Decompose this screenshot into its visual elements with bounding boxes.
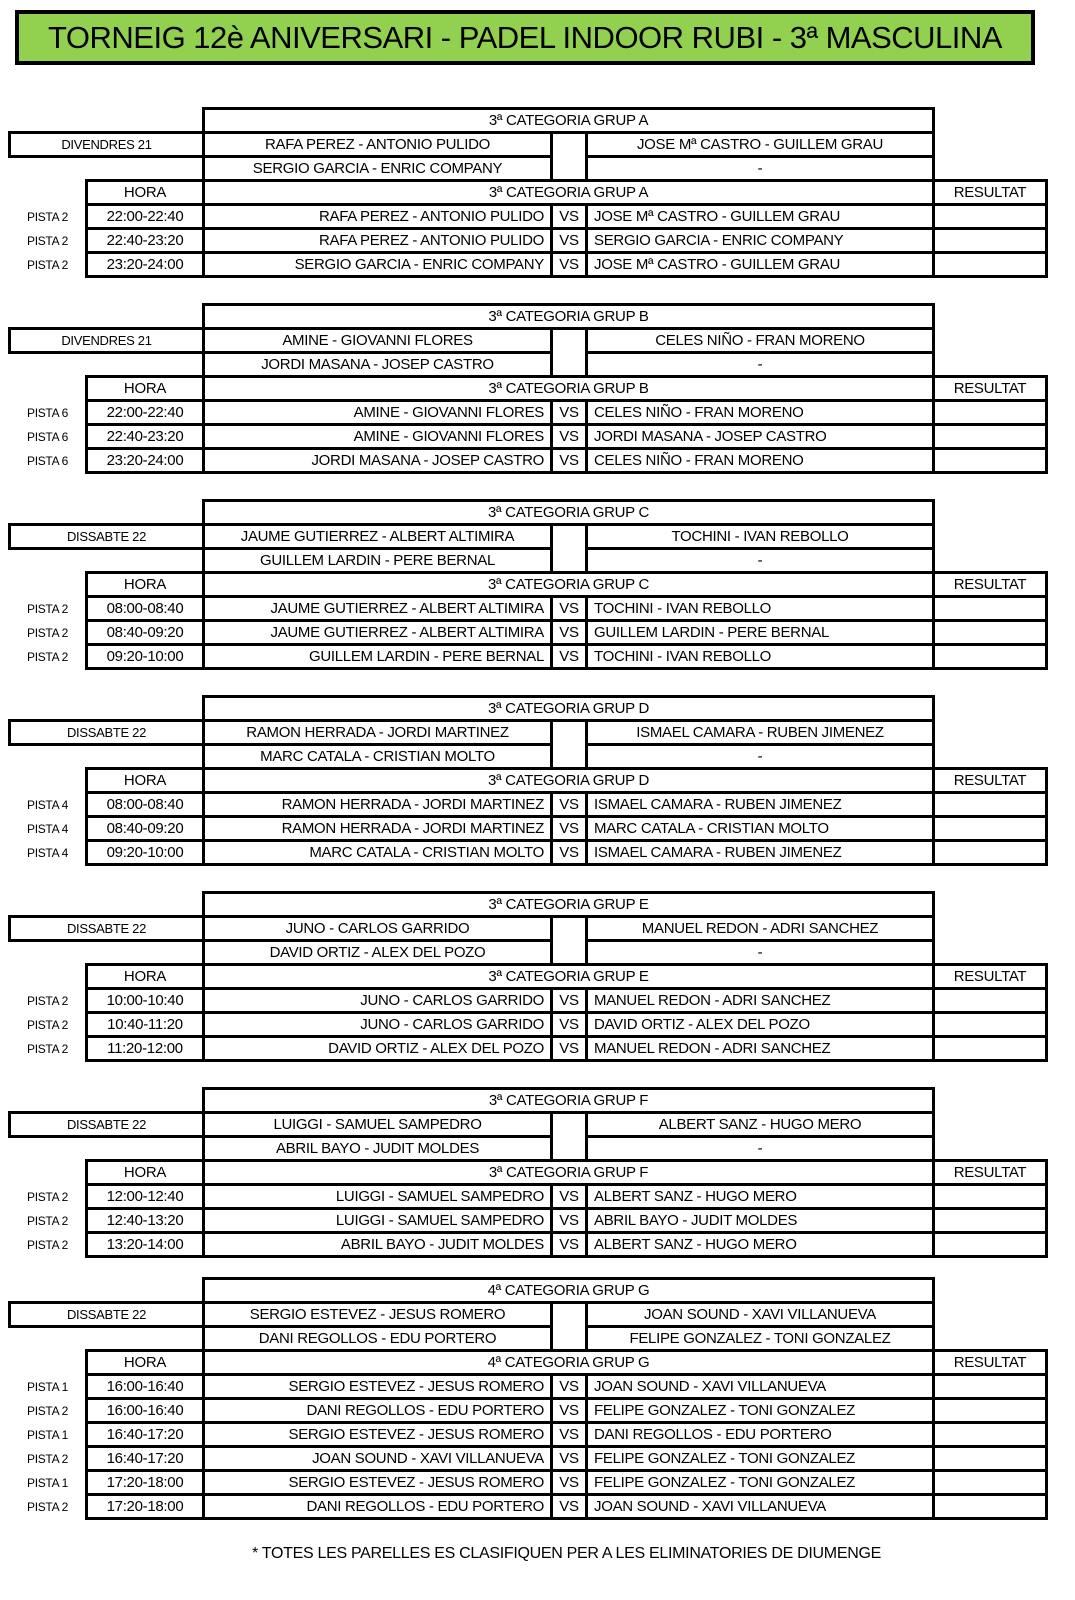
- group-block: [0, 1087, 1075, 1258]
- match-vs: VS: [550, 791, 588, 818]
- match-away: SERGIO GARCIA - ENRIC COMPANY: [585, 227, 935, 254]
- pista-label: PISTA 1: [26, 1475, 69, 1490]
- match-result: [932, 595, 1048, 622]
- match-home: RAFA PEREZ - ANTONIO PULIDO: [202, 203, 553, 230]
- pista-label: PISTA 2: [26, 1451, 69, 1466]
- match-home: ABRIL BAYO - JUDIT MOLDES: [202, 1231, 553, 1258]
- match-result: [932, 1011, 1048, 1038]
- pair-right: CELES NIÑO - FRAN MORENO: [585, 327, 935, 354]
- group-subheader: 3ª CATEGORIA GRUP F: [202, 1159, 935, 1186]
- match-time: 09:20-10:00: [85, 643, 205, 670]
- match-result: [932, 643, 1048, 670]
- pista-label: PISTA 2: [26, 1017, 69, 1032]
- match-away: JOAN SOUND - XAVI VILLANUEVA: [585, 1493, 935, 1520]
- pair-right: -: [585, 743, 935, 770]
- match-away: JOAN SOUND - XAVI VILLANUEVA: [585, 1373, 935, 1400]
- match-result: [932, 447, 1048, 474]
- match-away: FELIPE GONZALEZ - TONI GONZALEZ: [585, 1397, 935, 1424]
- match-time: 23:20-24:00: [85, 447, 205, 474]
- resultat-header: RESULTAT: [932, 1159, 1048, 1186]
- day-label: DIVENDRES 21: [8, 327, 205, 354]
- match-home: MARC CATALA - CRISTIAN MOLTO: [202, 839, 553, 866]
- pista-label: PISTA 1: [26, 1427, 69, 1442]
- match-home: JAUME GUTIERREZ - ALBERT ALTIMIRA: [202, 619, 553, 646]
- match-vs: VS: [550, 1493, 588, 1520]
- group-block: [0, 1277, 1075, 1520]
- pair-left: JAUME GUTIERREZ - ALBERT ALTIMIRA: [202, 523, 553, 550]
- match-time: 22:40-23:20: [85, 423, 205, 450]
- pair-left: SERGIO GARCIA - ENRIC COMPANY: [202, 155, 553, 182]
- pair-left: MARC CATALA - CRISTIAN MOLTO: [202, 743, 553, 770]
- match-away: JORDI MASANA - JOSEP CASTRO: [585, 423, 935, 450]
- pista-label: PISTA 2: [26, 993, 69, 1008]
- pair-right: -: [585, 155, 935, 182]
- match-away: GUILLEM LARDIN - PERE BERNAL: [585, 619, 935, 646]
- pista-label: PISTA 2: [26, 257, 69, 272]
- match-vs: VS: [550, 1207, 588, 1234]
- pista-label: PISTA 2: [26, 209, 69, 224]
- match-away: JOSE Mª CASTRO - GUILLEM GRAU: [585, 251, 935, 278]
- pista-label: PISTA 6: [26, 453, 69, 468]
- resultat-header: RESULTAT: [932, 1349, 1048, 1376]
- vs-separator: [550, 1301, 588, 1352]
- match-result: [932, 619, 1048, 646]
- match-home: RAMON HERRADA - JORDI MARTINEZ: [202, 815, 553, 842]
- pista-label: PISTA 4: [26, 797, 69, 812]
- pair-right: -: [585, 1135, 935, 1162]
- group-title: 3ª CATEGORIA GRUP B: [202, 303, 935, 330]
- pista-label: PISTA 6: [26, 429, 69, 444]
- pista-label: PISTA 2: [26, 649, 69, 664]
- pista-label: PISTA 2: [26, 601, 69, 616]
- group-subheader: 3ª CATEGORIA GRUP B: [202, 375, 935, 402]
- resultat-header: RESULTAT: [932, 571, 1048, 598]
- footer-note: * TOTES LES PARELLES ES CLASIFIQUEN PER A LES ELIMINATORIES DE DIUMENGE: [252, 1545, 881, 1562]
- pair-right: ISMAEL CAMARA - RUBEN JIMENEZ: [585, 719, 935, 746]
- pista-label: PISTA 2: [26, 233, 69, 248]
- match-away: JOSE Mª CASTRO - GUILLEM GRAU: [585, 203, 935, 230]
- group-title: 4ª CATEGORIA GRUP G: [202, 1277, 935, 1304]
- match-home: DAVID ORTIZ - ALEX DEL POZO: [202, 1035, 553, 1062]
- group-block: [0, 499, 1075, 670]
- match-home: AMINE - GIOVANNI FLORES: [202, 399, 553, 426]
- match-vs: VS: [550, 1011, 588, 1038]
- resultat-header: RESULTAT: [932, 767, 1048, 794]
- match-time: 08:40-09:20: [85, 619, 205, 646]
- group-title: 3ª CATEGORIA GRUP E: [202, 891, 935, 918]
- match-home: JORDI MASANA - JOSEP CASTRO: [202, 447, 553, 474]
- pair-left: AMINE - GIOVANNI FLORES: [202, 327, 553, 354]
- match-home: LUIGGI - SAMUEL SAMPEDRO: [202, 1207, 553, 1234]
- match-away: FELIPE GONZALEZ - TONI GONZALEZ: [585, 1445, 935, 1472]
- match-away: ISMAEL CAMARA - RUBEN JIMENEZ: [585, 791, 935, 818]
- resultat-header: RESULTAT: [932, 963, 1048, 990]
- match-result: [932, 987, 1048, 1014]
- match-result: [932, 399, 1048, 426]
- match-vs: VS: [550, 1035, 588, 1062]
- match-away: ABRIL BAYO - JUDIT MOLDES: [585, 1207, 935, 1234]
- match-vs: VS: [550, 1469, 588, 1496]
- pista-label: PISTA 2: [26, 1213, 69, 1228]
- match-time: 08:00-08:40: [85, 791, 205, 818]
- match-time: 13:20-14:00: [85, 1231, 205, 1258]
- match-vs: VS: [550, 987, 588, 1014]
- match-time: 11:20-12:00: [85, 1035, 205, 1062]
- match-time: 23:20-24:00: [85, 251, 205, 278]
- pista-label: PISTA 2: [26, 1189, 69, 1204]
- match-result: [932, 1207, 1048, 1234]
- group-subheader: 3ª CATEGORIA GRUP E: [202, 963, 935, 990]
- resultat-header: RESULTAT: [932, 375, 1048, 402]
- hora-header: HORA: [85, 571, 205, 598]
- day-label: DISSABTE 22: [8, 1111, 205, 1138]
- group-subheader: 3ª CATEGORIA GRUP C: [202, 571, 935, 598]
- pair-left: SERGIO ESTEVEZ - JESUS ROMERO: [202, 1301, 553, 1328]
- match-result: [932, 1373, 1048, 1400]
- match-time: 10:40-11:20: [85, 1011, 205, 1038]
- day-label: DISSABTE 22: [8, 719, 205, 746]
- pair-right: -: [585, 351, 935, 378]
- match-away: MANUEL REDON - ADRI SANCHEZ: [585, 987, 935, 1014]
- match-time: 17:20-18:00: [85, 1493, 205, 1520]
- match-result: [932, 227, 1048, 254]
- hora-header: HORA: [85, 375, 205, 402]
- hora-header: HORA: [85, 963, 205, 990]
- pair-right: -: [585, 939, 935, 966]
- pair-right: JOSE Mª CASTRO - GUILLEM GRAU: [585, 131, 935, 158]
- match-time: 08:00-08:40: [85, 595, 205, 622]
- match-result: [932, 1421, 1048, 1448]
- pair-right: -: [585, 547, 935, 574]
- match-time: 12:40-13:20: [85, 1207, 205, 1234]
- match-time: 12:00-12:40: [85, 1183, 205, 1210]
- match-home: LUIGGI - SAMUEL SAMPEDRO: [202, 1183, 553, 1210]
- pista-label: PISTA 2: [26, 1499, 69, 1514]
- match-result: [932, 1183, 1048, 1210]
- match-time: 17:20-18:00: [85, 1469, 205, 1496]
- match-result: [932, 791, 1048, 818]
- match-vs: VS: [550, 1397, 588, 1424]
- match-away: ALBERT SANZ - HUGO MERO: [585, 1183, 935, 1210]
- match-vs: VS: [550, 839, 588, 866]
- match-away: ISMAEL CAMARA - RUBEN JIMENEZ: [585, 839, 935, 866]
- match-result: [932, 203, 1048, 230]
- match-vs: VS: [550, 1183, 588, 1210]
- pista-label: PISTA 1: [26, 1379, 69, 1394]
- match-home: DANI REGOLLOS - EDU PORTERO: [202, 1397, 553, 1424]
- vs-separator: [550, 327, 588, 378]
- pair-left: DANI REGOLLOS - EDU PORTERO: [202, 1325, 553, 1352]
- match-vs: VS: [550, 1231, 588, 1258]
- vs-separator: [550, 1111, 588, 1162]
- match-time: 16:40-17:20: [85, 1445, 205, 1472]
- match-time: 10:00-10:40: [85, 987, 205, 1014]
- match-time: 22:40-23:20: [85, 227, 205, 254]
- match-vs: VS: [550, 423, 588, 450]
- match-vs: VS: [550, 251, 588, 278]
- match-vs: VS: [550, 447, 588, 474]
- match-vs: VS: [550, 227, 588, 254]
- resultat-header: RESULTAT: [932, 179, 1048, 206]
- pair-right: JOAN SOUND - XAVI VILLANUEVA: [585, 1301, 935, 1328]
- hora-header: HORA: [85, 1349, 205, 1376]
- group-block: [0, 303, 1075, 474]
- group-subheader: 3ª CATEGORIA GRUP A: [202, 179, 935, 206]
- match-away: DAVID ORTIZ - ALEX DEL POZO: [585, 1011, 935, 1038]
- tournament-title: TORNEIG 12è ANIVERSARI - PADEL INDOOR RUBI - 3ª MASCULINA: [15, 10, 1035, 65]
- match-away: CELES NIÑO - FRAN MORENO: [585, 399, 935, 426]
- match-time: 22:00-22:40: [85, 203, 205, 230]
- match-home: GUILLEM LARDIN - PERE BERNAL: [202, 643, 553, 670]
- match-result: [932, 1445, 1048, 1472]
- hora-header: HORA: [85, 767, 205, 794]
- match-vs: VS: [550, 399, 588, 426]
- match-home: SERGIO ESTEVEZ - JESUS ROMERO: [202, 1421, 553, 1448]
- match-vs: VS: [550, 643, 588, 670]
- match-away: MANUEL REDON - ADRI SANCHEZ: [585, 1035, 935, 1062]
- pair-left: RAFA PEREZ - ANTONIO PULIDO: [202, 131, 553, 158]
- group-title: 3ª CATEGORIA GRUP A: [202, 107, 935, 134]
- match-vs: VS: [550, 595, 588, 622]
- pista-label: PISTA 2: [26, 1403, 69, 1418]
- hora-header: HORA: [85, 179, 205, 206]
- pair-right: MANUEL REDON - ADRI SANCHEZ: [585, 915, 935, 942]
- match-home: DANI REGOLLOS - EDU PORTERO: [202, 1493, 553, 1520]
- match-result: [932, 815, 1048, 842]
- group-title: 3ª CATEGORIA GRUP C: [202, 499, 935, 526]
- vs-separator: [550, 131, 588, 182]
- pair-left: JORDI MASANA - JOSEP CASTRO: [202, 351, 553, 378]
- match-time: 22:00-22:40: [85, 399, 205, 426]
- group-block: [0, 695, 1075, 866]
- match-away: DANI REGOLLOS - EDU PORTERO: [585, 1421, 935, 1448]
- match-vs: VS: [550, 1373, 588, 1400]
- match-vs: VS: [550, 203, 588, 230]
- match-away: FELIPE GONZALEZ - TONI GONZALEZ: [585, 1469, 935, 1496]
- match-home: SERGIO GARCIA - ENRIC COMPANY: [202, 251, 553, 278]
- match-away: TOCHINI - IVAN REBOLLO: [585, 595, 935, 622]
- group-title: 3ª CATEGORIA GRUP D: [202, 695, 935, 722]
- group-title: 3ª CATEGORIA GRUP F: [202, 1087, 935, 1114]
- pista-label: PISTA 4: [26, 821, 69, 836]
- match-home: JUNO - CARLOS GARRIDO: [202, 987, 553, 1014]
- day-label: DIVENDRES 21: [8, 131, 205, 158]
- match-home: JOAN SOUND - XAVI VILLANUEVA: [202, 1445, 553, 1472]
- pair-left: JUNO - CARLOS GARRIDO: [202, 915, 553, 942]
- match-home: AMINE - GIOVANNI FLORES: [202, 423, 553, 450]
- match-result: [932, 839, 1048, 866]
- match-result: [932, 1469, 1048, 1496]
- pista-label: PISTA 2: [26, 625, 69, 640]
- pista-label: PISTA 2: [26, 1041, 69, 1056]
- match-home: SERGIO ESTEVEZ - JESUS ROMERO: [202, 1469, 553, 1496]
- pair-left: ABRIL BAYO - JUDIT MOLDES: [202, 1135, 553, 1162]
- match-away: ALBERT SANZ - HUGO MERO: [585, 1231, 935, 1258]
- vs-separator: [550, 915, 588, 966]
- day-label: DISSABTE 22: [8, 915, 205, 942]
- match-vs: VS: [550, 1421, 588, 1448]
- match-time: 16:00-16:40: [85, 1397, 205, 1424]
- pista-label: PISTA 2: [26, 1237, 69, 1252]
- pair-left: RAMON HERRADA - JORDI MARTINEZ: [202, 719, 553, 746]
- pair-right: ALBERT SANZ - HUGO MERO: [585, 1111, 935, 1138]
- match-away: TOCHINI - IVAN REBOLLO: [585, 643, 935, 670]
- group-block: [0, 891, 1075, 1062]
- pair-right: TOCHINI - IVAN REBOLLO: [585, 523, 935, 550]
- pair-left: LUIGGI - SAMUEL SAMPEDRO: [202, 1111, 553, 1138]
- match-home: SERGIO ESTEVEZ - JESUS ROMERO: [202, 1373, 553, 1400]
- day-label: DISSABTE 22: [8, 1301, 205, 1328]
- match-time: 16:00-16:40: [85, 1373, 205, 1400]
- match-result: [932, 1493, 1048, 1520]
- group-subheader: 4ª CATEGORIA GRUP G: [202, 1349, 935, 1376]
- match-vs: VS: [550, 815, 588, 842]
- match-time: 08:40-09:20: [85, 815, 205, 842]
- match-vs: VS: [550, 619, 588, 646]
- match-result: [932, 1397, 1048, 1424]
- match-home: RAMON HERRADA - JORDI MARTINEZ: [202, 791, 553, 818]
- match-vs: VS: [550, 1445, 588, 1472]
- match-time: 16:40-17:20: [85, 1421, 205, 1448]
- pair-left: DAVID ORTIZ - ALEX DEL POZO: [202, 939, 553, 966]
- match-home: JUNO - CARLOS GARRIDO: [202, 1011, 553, 1038]
- pista-label: PISTA 6: [26, 405, 69, 420]
- pista-label: PISTA 4: [26, 845, 69, 860]
- day-label: DISSABTE 22: [8, 523, 205, 550]
- match-away: MARC CATALA - CRISTIAN MOLTO: [585, 815, 935, 842]
- match-away: CELES NIÑO - FRAN MORENO: [585, 447, 935, 474]
- pair-right: FELIPE GONZALEZ - TONI GONZALEZ: [585, 1325, 935, 1352]
- group-block: [0, 107, 1075, 278]
- pair-left: GUILLEM LARDIN - PERE BERNAL: [202, 547, 553, 574]
- match-result: [932, 423, 1048, 450]
- hora-header: HORA: [85, 1159, 205, 1186]
- match-time: 09:20-10:00: [85, 839, 205, 866]
- match-result: [932, 251, 1048, 278]
- match-home: RAFA PEREZ - ANTONIO PULIDO: [202, 227, 553, 254]
- group-subheader: 3ª CATEGORIA GRUP D: [202, 767, 935, 794]
- vs-separator: [550, 719, 588, 770]
- match-home: JAUME GUTIERREZ - ALBERT ALTIMIRA: [202, 595, 553, 622]
- match-result: [932, 1035, 1048, 1062]
- vs-separator: [550, 523, 588, 574]
- match-result: [932, 1231, 1048, 1258]
